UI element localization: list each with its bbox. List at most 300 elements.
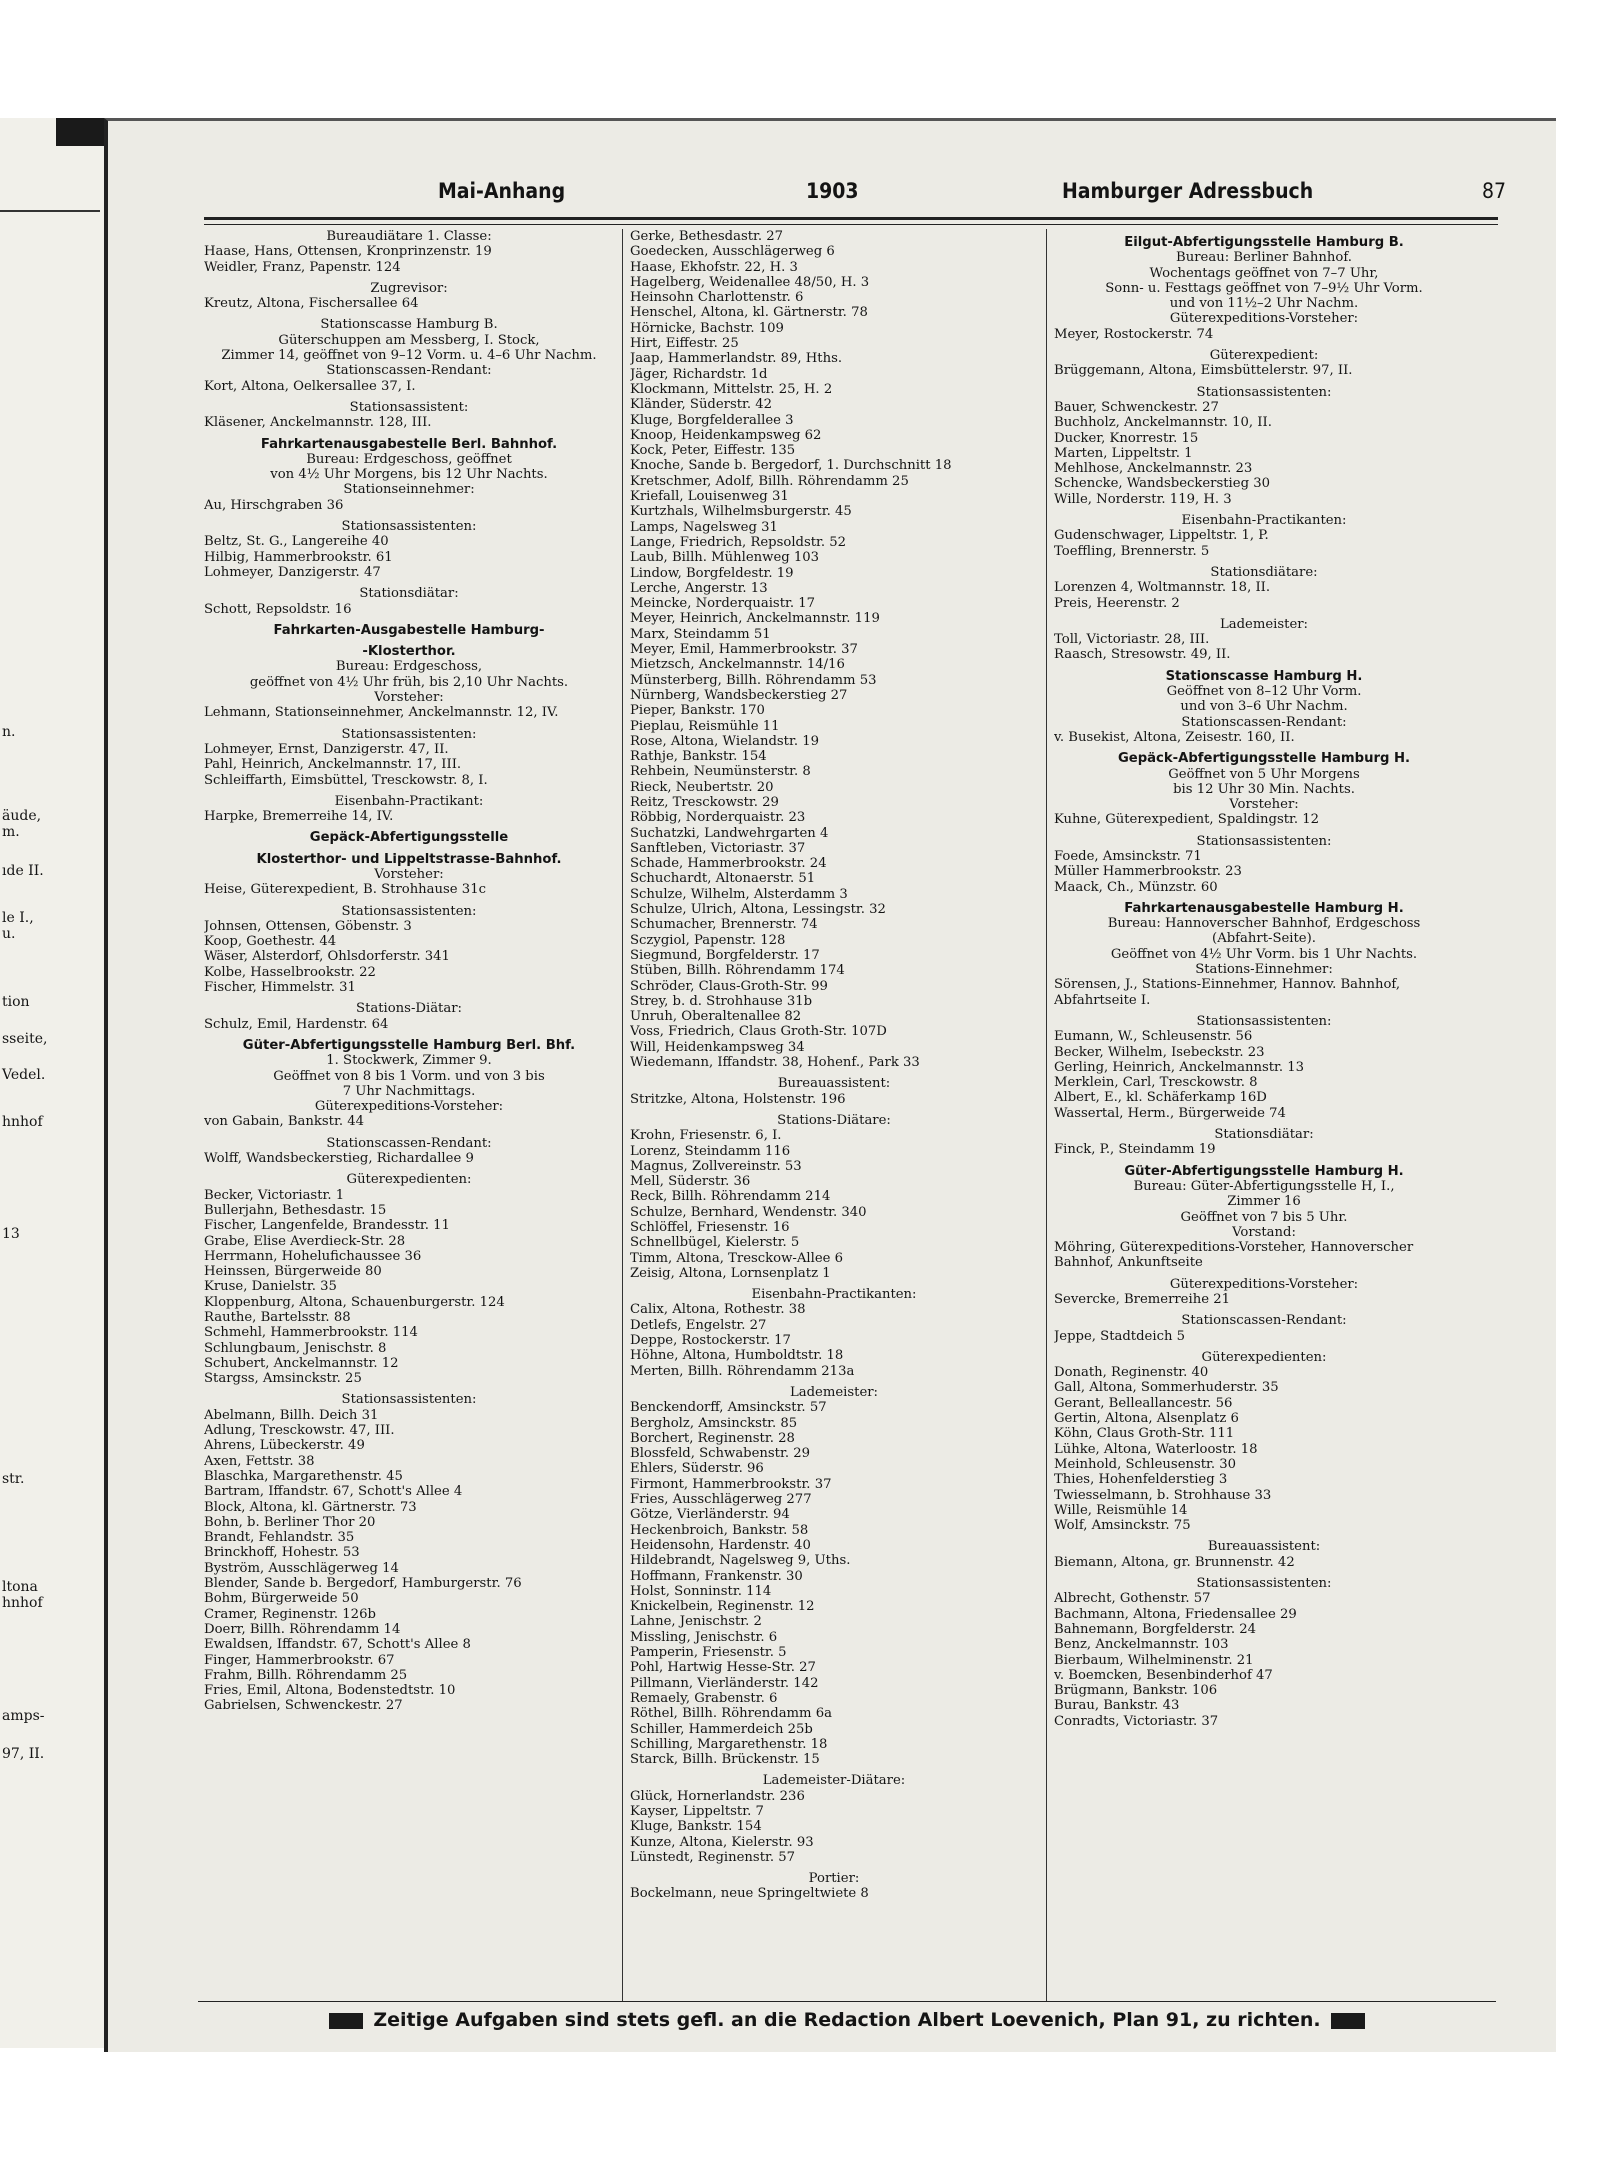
directory-entry: Glück, Hornerlandstr. 236 <box>630 1788 805 1804</box>
directory-entry: Schulz, Emil, Hardenstr. 64 <box>204 1016 389 1032</box>
directory-entry: Will, Heidenkampsweg 34 <box>630 1039 805 1055</box>
directory-entry: Wille, Norderstr. 119, H. 3 <box>1054 491 1232 507</box>
role-heading: Güterschuppen am Messberg, I. Stock, <box>278 332 540 348</box>
directory-column-1 <box>204 229 614 1714</box>
header-title: Hamburger Adressbuch <box>1062 179 1314 203</box>
directory-entry: Preis, Heerenstr. 2 <box>1054 595 1180 611</box>
role-heading: Bureau: Hannoverscher Bahnhof, Erdgeschoss <box>1107 916 1421 932</box>
role-heading: Stationsassistenten: <box>341 1392 477 1408</box>
role-heading: Stationsassistenten: <box>341 519 477 535</box>
directory-entry: Magnus, Zollvereinstr. 53 <box>630 1158 802 1174</box>
left-fragment: Vedel. <box>2 1067 46 1083</box>
directory-entry: Schnellbügel, Kielerstr. 5 <box>630 1235 800 1251</box>
directory-entry: Krohn, Friesenstr. 6, I. <box>630 1128 782 1144</box>
directory-entry: Schmehl, Hammerbrookstr. 114 <box>204 1325 418 1341</box>
directory-entry: Lorenz, Steindamm 116 <box>630 1143 791 1159</box>
role-heading: und von 11½–2 Uhr Nachm. <box>1169 296 1359 312</box>
directory-entry: Kolbe, Hasselbrookstr. 22 <box>204 964 376 980</box>
directory-entry: Gall, Altona, Sommerhuderstr. 35 <box>1054 1380 1279 1396</box>
directory-entry: Albrecht, Gothenstr. 57 <box>1054 1591 1211 1607</box>
directory-entry: Kriefall, Louisenweg 31 <box>630 489 789 505</box>
column-divider <box>622 229 623 2001</box>
directory-entry: Donath, Reginenstr. 40 <box>1054 1365 1209 1381</box>
directory-entry: Schröder, Claus-Groth-Str. 99 <box>630 978 828 994</box>
directory-entry: Finger, Hammerbrookstr. 67 <box>204 1652 395 1668</box>
directory-entry: Müller Hammerbrookstr. 23 <box>1054 864 1242 880</box>
directory-entry: Hirt, Eiffestr. 25 <box>630 336 739 352</box>
directory-entry: Sczygiol, Papenstr. 128 <box>630 932 786 948</box>
directory-entry: Toll, Victoriastr. 28, III. <box>1054 632 1210 648</box>
role-heading: Stationsassistenten: <box>341 726 477 742</box>
directory-entry: Merklein, Carl, Tresckowstr. 8 <box>1054 1075 1258 1091</box>
directory-entry: Detlefs, Engelstr. 27 <box>630 1317 767 1333</box>
left-fragment: u. <box>2 926 16 942</box>
directory-entry: Holst, Sonninstr. 114 <box>630 1583 772 1599</box>
directory-entry: Bullerjahn, Bethesdastr. 15 <box>204 1202 387 1218</box>
directory-entry: Reck, Billh. Röhrendamm 214 <box>630 1189 831 1205</box>
directory-entry: Koop, Goethestr. 44 <box>204 934 337 950</box>
directory-entry: Raasch, Stresowstr. 49, II. <box>1054 647 1231 663</box>
directory-entry: Bachmann, Altona, Friedensallee 29 <box>1054 1606 1297 1622</box>
directory-entry: Lange, Friedrich, Repsoldstr. 52 <box>630 534 847 550</box>
role-heading: Lademeister: <box>1219 616 1308 632</box>
directory-entry: Weidler, Franz, Papenstr. 124 <box>204 259 401 275</box>
directory-entry: Bahnemann, Borgfelderstr. 24 <box>1054 1621 1256 1637</box>
directory-entry: Benz, Anckelmannstr. 103 <box>1054 1637 1229 1653</box>
role-heading: 7 Uhr Nachmittags. <box>342 1083 476 1099</box>
directory-entry: Pamperin, Friesenstr. 5 <box>630 1645 787 1661</box>
directory-entry: Harpke, Bremerreihe 14, IV. <box>204 809 394 825</box>
directory-entry: Lünstedt, Reginenstr. 57 <box>630 1849 796 1865</box>
directory-entry: Missling, Jenischstr. 6 <box>630 1629 778 1645</box>
directory-entry: Strey, b. d. Strohhause 31b <box>630 993 813 1009</box>
directory-entry: Kreutz, Altona, Fischersallee 64 <box>204 296 419 312</box>
office-heading: Güter-Abfertigungsstelle Hamburg Berl. Bhf. <box>242 1037 576 1053</box>
directory-entry: Lorenzen 4, Woltmannstr. 18, II. <box>1054 580 1271 596</box>
directory-entry: Burau, Bankstr. 43 <box>1054 1698 1180 1714</box>
role-heading: Stationseinnehmer: <box>343 482 475 498</box>
directory-entry: Meyer, Emil, Hammerbrookstr. 37 <box>630 642 858 658</box>
left-fragment: ltona <box>2 1579 38 1595</box>
directory-entry: Beltz, St. G., Langereihe 40 <box>204 534 389 550</box>
directory-entry: Schilling, Margarethenstr. 18 <box>630 1736 828 1752</box>
directory-entry: Kurtzhals, Wilhelmsburgerstr. 45 <box>630 504 852 520</box>
directory-entry: Schulze, Wilhelm, Alsterdamm 3 <box>630 886 848 902</box>
directory-entry: Blender, Sande b. Bergedorf, Hamburgerstr. 76 <box>204 1576 522 1592</box>
directory-entry: Axen, Fettstr. 38 <box>204 1453 315 1469</box>
role-heading: Güterexpeditions-Vorsteher: <box>314 1099 504 1115</box>
directory-entry: Nürnberg, Wandsbeckerstieg 27 <box>630 687 848 703</box>
directory-entry: Kläsener, Anckelmannstr. 128, III. <box>204 415 432 431</box>
directory-entry: Blossfeld, Schwabenstr. 29 <box>630 1446 811 1462</box>
directory-entry: Götze, Vierländerstr. 94 <box>630 1507 790 1523</box>
directory-entry: Marx, Steindamm 51 <box>630 626 771 642</box>
role-heading: Stationsassistenten: <box>341 903 477 919</box>
adjacent-page-rule <box>0 210 100 212</box>
role-heading: Stationsassistenten: <box>1196 1576 1332 1592</box>
office-heading: Fahrkartenausgabestelle Berl. Bahnhof. <box>260 436 558 452</box>
footer-rule <box>198 2001 1496 2002</box>
role-heading: Lademeister-Diätare: <box>762 1773 906 1789</box>
role-heading: Geöffnet von 7 bis 5 Uhr. <box>1180 1209 1348 1225</box>
office-heading: Eilgut-Abfertigungsstelle Hamburg B. <box>1124 235 1404 250</box>
role-heading: Eisenbahn-Practikant: <box>334 793 484 809</box>
directory-entry: Becker, Wilhelm, Isebeckstr. 23 <box>1054 1044 1265 1060</box>
directory-entry: Schade, Hammerbrookstr. 24 <box>630 856 827 872</box>
directory-entry: Sörensen, J., Stations-Einnehmer, Hannov. Bahnhof, <box>1054 977 1401 993</box>
directory-entry: Jaap, Hammerlandstr. 89, Hths. <box>630 351 843 367</box>
role-heading: und von 3–6 Uhr Nachm. <box>1180 699 1348 715</box>
office-heading: Klosterthor- und Lippeltstrasse-Bahnhof. <box>256 851 562 867</box>
left-fragment: str. <box>2 1471 25 1487</box>
directory-entry: Schulze, Ulrich, Altona, Lessingstr. 32 <box>630 902 886 918</box>
role-heading: Bureaudiätare 1. Classe: <box>326 229 492 244</box>
directory-entry: Mietzsch, Anckelmannstr. 14/16 <box>630 657 845 673</box>
directory-entry: Blaschka, Margarethenstr. 45 <box>204 1468 403 1484</box>
role-heading: Zimmer 14, geöffnet von 9–12 Vorm. u. 4–6 Uhr Nachm. <box>221 348 597 364</box>
role-heading: Geöffnet von 8–12 Uhr Vorm. <box>1166 684 1362 700</box>
directory-entry: Calix, Altona, Rothestr. 38 <box>630 1302 806 1318</box>
directory-entry: Lerche, Angerstr. 13 <box>630 580 768 596</box>
role-heading: Zimmer 16 <box>1227 1194 1301 1210</box>
role-heading: Stationsassistent: <box>349 399 469 415</box>
directory-entry: Stargss, Amsinckstr. 25 <box>204 1371 362 1387</box>
directory-entry: Heidensohn, Hardenstr. 40 <box>630 1537 811 1553</box>
directory-entry: Pieper, Bankstr. 170 <box>630 703 765 719</box>
role-heading: Stationsdiätare: <box>1210 564 1318 580</box>
directory-entry: Goedecken, Ausschlägerweg 6 <box>630 244 835 260</box>
role-heading: Bureau: Erdgeschoss, <box>335 659 483 675</box>
left-fragment: tion <box>2 994 30 1010</box>
directory-entry: Wille, Reismühle 14 <box>1054 1502 1188 1518</box>
directory-entry: Albert, E., kl. Schäferkamp 16D <box>1054 1090 1267 1106</box>
role-heading: Stations-Diätar: <box>356 1001 462 1017</box>
directory-entry: Brinckhoff, Hohestr. 53 <box>204 1545 360 1561</box>
directory-entry: Thies, Hohenfelderstieg 3 <box>1054 1472 1228 1488</box>
role-heading: Stationsdiätar: <box>1214 1127 1314 1143</box>
directory-entry: Mell, Süderstr. 36 <box>630 1174 751 1190</box>
directory-entry: Fries, Ausschlägerweg 277 <box>630 1492 812 1508</box>
role-heading: Bureau: Güter-Abfertigungsstelle H, I., <box>1133 1178 1395 1194</box>
directory-entry: Rehbein, Neumünsterstr. 8 <box>630 764 811 780</box>
directory-entry: Marten, Lippeltstr. 1 <box>1054 445 1193 461</box>
left-fragment: hnhof <box>2 1595 43 1611</box>
directory-entry: Gudenschwager, Lippeltstr. 1, P. <box>1054 528 1269 544</box>
role-heading: Eisenbahn-Practikanten: <box>751 1287 917 1303</box>
directory-entry: Fries, Emil, Altona, Bodenstedtstr. 10 <box>204 1683 456 1699</box>
directory-entry: Rose, Altona, Wielandstr. 19 <box>630 733 819 749</box>
directory-entry: Eumann, W., Schleusenstr. 56 <box>1054 1029 1253 1045</box>
directory-entry: Remaely, Grabenstr. 6 <box>630 1690 778 1706</box>
role-heading: Zugrevisor: <box>370 280 448 296</box>
role-heading: Güterexpeditions-Vorsteher: <box>1169 1276 1359 1292</box>
role-heading: Stationscasse Hamburg B. <box>320 317 498 333</box>
directory-entry: Gabrielsen, Schwenckestr. 27 <box>204 1698 403 1714</box>
role-heading: Sonn- u. Festtags geöffnet von 7–9½ Uhr Vorm. <box>1105 280 1423 296</box>
directory-entry: Kretschmer, Adolf, Billh. Röhrendamm 25 <box>630 473 909 489</box>
directory-entry: Maack, Ch., Münzstr. 60 <box>1054 879 1218 895</box>
office-heading: -Klosterthor. <box>362 644 456 660</box>
role-heading: Stationsassistenten: <box>1196 1013 1332 1029</box>
directory-entry: Mehlhose, Anckelmannstr. 23 <box>1054 461 1253 477</box>
directory-entry: Merten, Billh. Röhrendamm 213a <box>630 1363 855 1379</box>
directory-entry: Voss, Friedrich, Claus Groth-Str. 107D <box>630 1024 887 1040</box>
role-heading: Eisenbahn-Practikanten: <box>1181 513 1347 529</box>
role-heading: Stationscassen-Rendant: <box>326 363 492 379</box>
directory-entry: Foede, Amsinckstr. 71 <box>1054 848 1202 864</box>
role-heading: Vorsteher: <box>374 690 444 706</box>
pointing-hand-icon <box>1331 2013 1365 2029</box>
directory-entry: Lamps, Nagelsweg 31 <box>630 519 778 535</box>
directory-entry: Twiesselmann, b. Strohhause 33 <box>1054 1487 1272 1503</box>
role-heading: Stationsassistenten: <box>1196 384 1332 400</box>
header-rule <box>204 217 1498 225</box>
left-fragment: le I., <box>2 910 34 926</box>
directory-entry: Haase, Ekhofstr. 22, H. 3 <box>630 259 798 275</box>
column-divider <box>1046 229 1047 2001</box>
directory-entry: Bohm, Bürgerweide 50 <box>204 1591 359 1607</box>
directory-entry: Johnsen, Ottensen, Göbenstr. 3 <box>204 918 412 934</box>
role-heading: Stationscassen-Rendant: <box>1181 1313 1347 1329</box>
directory-entry: Rieck, Neubertstr. 20 <box>630 779 774 795</box>
directory-entry: von Gabain, Bankstr. 44 <box>204 1114 364 1130</box>
office-heading: Stationscasse Hamburg H. <box>1165 668 1363 684</box>
directory-entry: Kort, Altona, Oelkersallee 37, I. <box>204 378 416 394</box>
left-fragment: hnhof <box>2 1114 43 1130</box>
directory-entry: Schott, Repsoldstr. 16 <box>204 601 352 617</box>
role-heading: Portier: <box>808 1871 860 1887</box>
directory-entry: Stüben, Billh. Röhrendamm 174 <box>630 963 845 979</box>
directory-entry: v. Busekist, Altona, Zeisestr. 160, II. <box>1054 729 1295 745</box>
role-heading: Bureauassistent: <box>777 1076 891 1092</box>
directory-entry: Knickelbein, Reginenstr. 12 <box>630 1599 815 1615</box>
directory-entry: Haase, Hans, Ottensen, Kronprinzenstr. 19 <box>204 244 492 260</box>
header-supplement: Mai-Anhang <box>438 179 566 203</box>
left-fragment: äude, <box>2 808 42 824</box>
directory-entry: Knoop, Heidenkampsweg 62 <box>630 427 822 443</box>
directory-entry: Bockelmann, neue Springeltwiete 8 <box>630 1886 869 1902</box>
directory-entry: Meyer, Heinrich, Anckelmannstr. 119 <box>630 611 880 627</box>
adjacent-page-edge <box>0 118 106 2048</box>
directory-entry: Gerke, Bethesdastr. 27 <box>630 229 784 244</box>
role-heading: Güterexpedient: <box>1209 348 1319 364</box>
role-heading: geöffnet von 4½ Uhr früh, bis 2,10 Uhr Nachts. <box>249 674 569 690</box>
directory-entry: Benckendorff, Amsinckstr. 57 <box>630 1400 827 1416</box>
directory-entry: v. Boemcken, Besenbinderhof 47 <box>1054 1667 1273 1683</box>
directory-entry: Wiedemann, Iffandstr. 38, Hohenf., Park 33 <box>630 1055 920 1071</box>
directory-entry: Bahnhof, Ankunftseite <box>1054 1255 1203 1271</box>
directory-entry: Rathje, Bankstr. 154 <box>630 749 767 765</box>
directory-entry: Pahl, Heinrich, Anckelmannstr. 17, III. <box>204 757 462 773</box>
directory-entry: Cramer, Reginenstr. 126b <box>204 1606 376 1622</box>
left-fragment: n. <box>2 724 16 740</box>
left-fragment: 97, II. <box>2 1746 45 1762</box>
directory-entry: Severcke, Bremerreihe 21 <box>1054 1292 1230 1307</box>
directory-entry: Schencke, Wandsbeckerstieg 30 <box>1054 476 1270 492</box>
directory-entry: Gerant, Belleallancestr. 56 <box>1054 1395 1233 1411</box>
left-fragment: ıde II. <box>2 863 44 879</box>
page-number: 87 <box>1481 179 1506 203</box>
office-heading: Güter-Abfertigungsstelle Hamburg H. <box>1124 1163 1404 1179</box>
directory-entry: Kländer, Süderstr. 42 <box>630 397 773 413</box>
directory-entry: Firmont, Hammerbrookstr. 37 <box>630 1476 832 1492</box>
left-fragment: amps- <box>2 1708 45 1724</box>
directory-entry: Lohmeyer, Danzigerstr. 47 <box>204 564 381 580</box>
directory-entry: Conradts, Victoriastr. 37 <box>1054 1713 1219 1729</box>
directory-entry: Schiller, Hammerdeich 25b <box>630 1721 813 1737</box>
role-heading: Lademeister: <box>789 1384 878 1400</box>
directory-entry: Pohl, Hartwig Hesse-Str. 27 <box>630 1660 816 1676</box>
directory-entry: Pillmann, Vierländerstr. 142 <box>630 1675 819 1691</box>
directory-column-3 <box>1054 229 1474 1729</box>
directory-entry: Schuchardt, Altonaerstr. 51 <box>630 871 816 887</box>
role-heading: Geöffnet von 4½ Uhr Vorm. bis 1 Uhr Nachts. <box>1110 946 1418 962</box>
directory-entry: Köhn, Claus Groth-Str. 111 <box>1054 1426 1235 1442</box>
directory-entry: Rauthe, Bartelsstr. 88 <box>204 1310 351 1325</box>
directory-entry: Jäger, Richardstr. 1d <box>630 366 768 382</box>
directory-entry: Jeppe, Stadtdeich 5 <box>1054 1328 1186 1344</box>
directory-entry: Pieplau, Reismühle 11 <box>630 718 780 734</box>
directory-entry: Kluge, Borgfelderallee 3 <box>630 412 794 428</box>
directory-entry: Au, Hirschgraben 36 <box>204 497 344 513</box>
directory-entry: Wolff, Wandsbeckerstieg, Richardallee 9 <box>204 1151 474 1167</box>
directory-entry: Unruh, Oberaltenallee 82 <box>630 1009 802 1025</box>
pointing-hand-icon <box>329 2013 363 2029</box>
directory-entry: Block, Altona, kl. Gärtnerstr. 73 <box>204 1499 417 1515</box>
role-heading: Wochentags geöffnet von 7–7 Uhr, <box>1149 265 1379 281</box>
directory-entry: Sanftleben, Victoriastr. 37 <box>630 840 806 856</box>
role-heading: Stationsassistenten: <box>1196 833 1332 849</box>
office-heading: Fahrkarten-Ausgabestelle Hamburg- <box>273 622 545 638</box>
directory-entry: Heise, Güterexpedient, B. Strohhause 31c <box>204 882 486 898</box>
directory-entry: Starck, Billh. Brückenstr. 15 <box>630 1752 820 1768</box>
directory-entry: Höhne, Altona, Humboldtstr. 18 <box>630 1348 844 1364</box>
footer-text: Zeitige Aufgaben sind stets gefl. an die Redaction Albert Loevenich, Plan 91, zu richten. <box>373 2009 1321 2031</box>
directory-page <box>104 118 1556 2052</box>
directory-entry: Kock, Peter, Eiffestr. 135 <box>630 443 796 459</box>
directory-entry: Frahm, Billh. Röhrendamm 25 <box>204 1667 408 1683</box>
role-heading: Güterexpedienten: <box>1201 1349 1327 1365</box>
directory-entry: Münsterberg, Billh. Röhrendamm 53 <box>630 672 877 688</box>
directory-entry: Fischer, Himmelstr. 31 <box>204 980 356 996</box>
role-heading: Vorsteher: <box>374 866 444 882</box>
directory-entry: Kloppenburg, Altona, Schauenburgerstr. 124 <box>204 1294 505 1310</box>
directory-entry: Meincke, Norderquaistr. 17 <box>630 596 816 612</box>
office-heading: Gepäck-Abfertigungsstelle Hamburg H. <box>1117 751 1411 767</box>
directory-entry: Hilbig, Hammerbrookstr. 61 <box>204 549 393 565</box>
directory-entry: Wassertal, Herm., Bürgerweide 74 <box>1054 1105 1286 1121</box>
directory-entry: Meinhold, Schleusenstr. 30 <box>1054 1456 1237 1472</box>
left-fragment: sseite, <box>2 1031 48 1047</box>
role-heading: Geöffnet von 8 bis 1 Vorm. und von 3 bis <box>273 1068 545 1084</box>
directory-entry: Kayser, Lippeltstr. 7 <box>630 1803 764 1819</box>
directory-entry: Herrmann, Hohelufichaussee 36 <box>204 1248 422 1264</box>
directory-entry: Deppe, Rostockerstr. 17 <box>630 1333 791 1349</box>
directory-entry: Bartram, Iffandstr. 67, Schott's Allee 4 <box>204 1484 463 1500</box>
role-heading: Stations-Einnehmer: <box>1195 962 1333 978</box>
office-heading: Gepäck-Abfertigungsstelle <box>309 830 509 846</box>
directory-entry: Doerr, Billh. Röhrendamm 14 <box>204 1621 401 1637</box>
directory-entry: Grabe, Elise Averdieck-Str. 28 <box>204 1233 406 1249</box>
running-header <box>438 179 1536 209</box>
directory-entry: Hagelberg, Weidenallee 48/50, H. 3 <box>630 274 870 290</box>
directory-entry: Schulze, Bernhard, Wendenstr. 340 <box>630 1204 867 1220</box>
directory-entry: Fischer, Langenfelde, Brandesstr. 11 <box>204 1218 450 1234</box>
page-tab-mark <box>56 118 106 146</box>
directory-entry: Laub, Billh. Mühlenweg 103 <box>630 550 820 566</box>
role-heading: Stationsdiätar: <box>359 586 459 602</box>
header-year: 1903 <box>806 179 859 203</box>
directory-entry: Siegmund, Borgfelderstr. 17 <box>630 947 820 963</box>
directory-entry: Bohn, b. Berliner Thor 20 <box>204 1514 376 1530</box>
directory-entry: Kluge, Bankstr. 154 <box>630 1819 762 1835</box>
directory-entry: Bergholz, Amsinckstr. 85 <box>630 1415 798 1431</box>
directory-entry: Wäser, Alsterdorf, Ohlsdorferstr. 341 <box>204 949 450 965</box>
directory-entry: Kruse, Danielstr. 35 <box>204 1279 337 1295</box>
directory-entry: Hoffmann, Frankenstr. 30 <box>630 1568 803 1584</box>
directory-entry: Lahne, Jenischstr. 2 <box>630 1614 762 1630</box>
role-heading: bis 12 Uhr 30 Min. Nachts. <box>1173 781 1355 797</box>
role-heading: Bureau: Berliner Bahnhof. <box>1176 250 1352 266</box>
directory-entry: Lühke, Altona, Waterloostr. 18 <box>1054 1441 1258 1457</box>
role-heading: Vorstand: <box>1232 1224 1296 1240</box>
office-heading: Fahrkartenausgabestelle Hamburg H. <box>1124 900 1404 916</box>
directory-entry: Ehlers, Süderstr. 96 <box>630 1461 764 1477</box>
directory-entry: Abfahrtseite I. <box>1054 992 1151 1008</box>
directory-entry: Gertin, Altona, Alsenplatz 6 <box>1054 1411 1239 1427</box>
directory-column-2 <box>630 229 1038 1902</box>
directory-entry: Schumacher, Brennerstr. 74 <box>630 917 818 933</box>
role-heading: Bureauassistent: <box>1207 1539 1321 1555</box>
role-heading: Stations-Diätare: <box>777 1112 891 1128</box>
directory-entry: Ewaldsen, Iffandstr. 67, Schott's Allee 8 <box>204 1637 471 1653</box>
directory-entry: Biemann, Altona, gr. Brunnenstr. 42 <box>1054 1554 1295 1570</box>
directory-entry: Lehmann, Stationseinnehmer, Anckelmannstr. 12, IV. <box>204 705 559 721</box>
directory-entry: Wolf, Amsinckstr. 75 <box>1054 1518 1191 1534</box>
role-heading: (Abfahrt-Seite). <box>1212 931 1316 947</box>
directory-entry: Heinsohn Charlottenstr. 6 <box>630 290 804 306</box>
directory-entry: Schleiffarth, Eimsbüttel, Tresckowstr. 8, I. <box>204 772 488 788</box>
directory-entry: Reitz, Tresckowstr. 29 <box>630 794 779 810</box>
directory-entry: Stritzke, Altona, Holstenstr. 196 <box>630 1091 846 1107</box>
directory-entry: Ahrens, Lübeckerstr. 49 <box>204 1438 365 1454</box>
left-fragment: m. <box>2 824 20 840</box>
directory-entry: Knoche, Sande b. Bergedorf, 1. Durchschnitt 18 <box>630 458 952 474</box>
role-heading: Güterexpeditions-Vorsteher: <box>1169 311 1359 327</box>
directory-entry: Zeisig, Altona, Lornsenplatz 1 <box>630 1265 831 1281</box>
directory-entry: Henschel, Altona, kl. Gärtnerstr. 78 <box>630 305 868 321</box>
directory-entry: Byström, Ausschlägerweg 14 <box>204 1560 399 1576</box>
directory-entry: Schlöffel, Friesenstr. 16 <box>630 1220 790 1235</box>
directory-entry: Klockmann, Mittelstr. 25, H. 2 <box>630 381 833 397</box>
directory-entry: Lohmeyer, Ernst, Danzigerstr. 47, II. <box>204 741 449 757</box>
directory-entry: Hildebrandt, Nagelsweg 9, Uths. <box>630 1553 851 1569</box>
directory-entry: Adlung, Tresckowstr. 47, III. <box>204 1423 395 1439</box>
directory-entry: Suchatzki, Landwehrgarten 4 <box>630 825 829 841</box>
directory-entry: Gerling, Heinrich, Anckelmannstr. 13 <box>1054 1059 1305 1075</box>
directory-entry: Bauer, Schwenckestr. 27 <box>1054 399 1219 415</box>
directory-entry: Bierbaum, Wilhelminenstr. 21 <box>1054 1652 1254 1668</box>
directory-entry: Brügmann, Bankstr. 106 <box>1054 1683 1218 1699</box>
directory-entry: Heckenbroich, Bankstr. 58 <box>630 1522 809 1538</box>
directory-entry: Kunze, Altona, Kielerstr. 93 <box>630 1834 814 1850</box>
role-heading: Stationscassen-Rendant: <box>1181 714 1347 730</box>
left-fragment: 13 <box>2 1226 20 1242</box>
directory-entry: Timm, Altona, Tresckow-Allee 6 <box>630 1250 844 1266</box>
role-heading: von 4½ Uhr Morgens, bis 12 Uhr Nachts. <box>270 467 548 483</box>
directory-entry: Röthel, Billh. Röhrendamm 6a <box>630 1706 833 1722</box>
directory-entry: Schubert, Anckelmannstr. 12 <box>204 1355 399 1371</box>
